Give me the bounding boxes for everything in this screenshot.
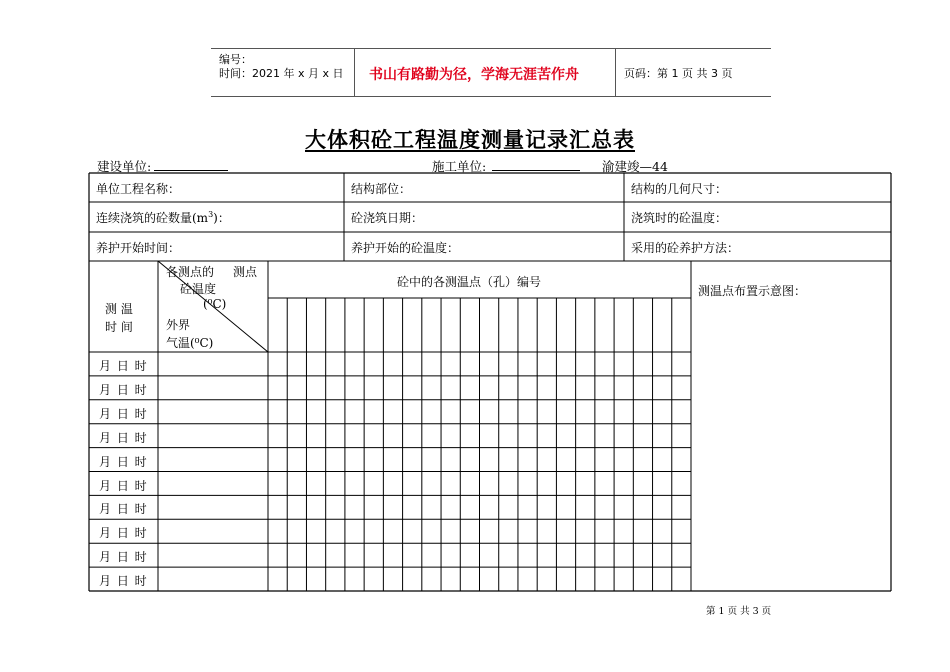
footer-page-number: 第 1 页 共 3 页 xyxy=(706,606,772,617)
slogan-text: 书山有路勤为径，学海无涯苦作舟 xyxy=(369,67,579,83)
diag-unit-top: (⁰C) xyxy=(203,297,227,311)
info-structure-part: 结构部位： xyxy=(351,182,412,196)
diag-top-left: 各测点的 xyxy=(166,265,215,279)
doc-time-label: 时间：2021 年 x 月 x 日 xyxy=(219,67,344,80)
form-code: 渝建竣—44 xyxy=(602,159,668,174)
row-date-label: 月 日 时 xyxy=(99,478,148,493)
time-header-line1: 测 温 xyxy=(105,302,133,316)
info-pour-temperature: 浇筑时的砼温度： xyxy=(631,211,728,225)
info-curing-start-temp: 养护开始的砼温度： xyxy=(351,241,460,255)
info-pour-volume: 连续浇筑的砼数量$(m^3)$： xyxy=(96,210,230,225)
row-date-label: 月 日 时 xyxy=(99,574,148,589)
builder-unit-label: 建设单位: xyxy=(97,159,152,174)
row-date-label: 月 日 时 xyxy=(99,550,148,565)
row-date-label: 月 日 时 xyxy=(99,430,148,445)
row-date-label: 月 日 时 xyxy=(99,502,148,517)
diagram-label: 测温点布置示意图： xyxy=(698,284,807,298)
page-number-label: 页码：第 1 页 共 3 页 xyxy=(624,67,733,80)
page-title: 大体积砼工程温度测量记录汇总表 xyxy=(305,127,635,152)
doc-number-label: 编号： xyxy=(219,53,252,66)
row-date-label: 月 日 时 xyxy=(99,526,148,541)
diag-bottom2: 气温(⁰C) xyxy=(166,336,214,350)
info-geometry-size: 结构的几何尺寸： xyxy=(631,182,728,196)
row-date-label: 月 日 时 xyxy=(99,382,148,397)
row-date-label: 月 日 时 xyxy=(99,454,148,469)
row-date-label: 月 日 时 xyxy=(99,359,148,373)
time-header-line2: 时 间 xyxy=(105,320,133,334)
info-project-name: 单位工程名称： xyxy=(96,182,181,196)
info-curing-start-time: 养护开始时间： xyxy=(96,241,181,255)
points-header: 砼中的各测温点（孔）编号 xyxy=(397,275,542,289)
constructor-unit-label: 施工单位: xyxy=(432,159,487,174)
info-pour-date: 砼浇筑日期： xyxy=(351,211,424,225)
diag-top-left2: 砼温度 xyxy=(180,282,217,296)
diag-bottom1: 外界 xyxy=(166,318,191,332)
row-date-label: 月 日 时 xyxy=(99,406,148,421)
info-curing-method: 采用的砼养护方法： xyxy=(631,241,740,255)
diag-top-right: 测点 xyxy=(233,265,258,279)
